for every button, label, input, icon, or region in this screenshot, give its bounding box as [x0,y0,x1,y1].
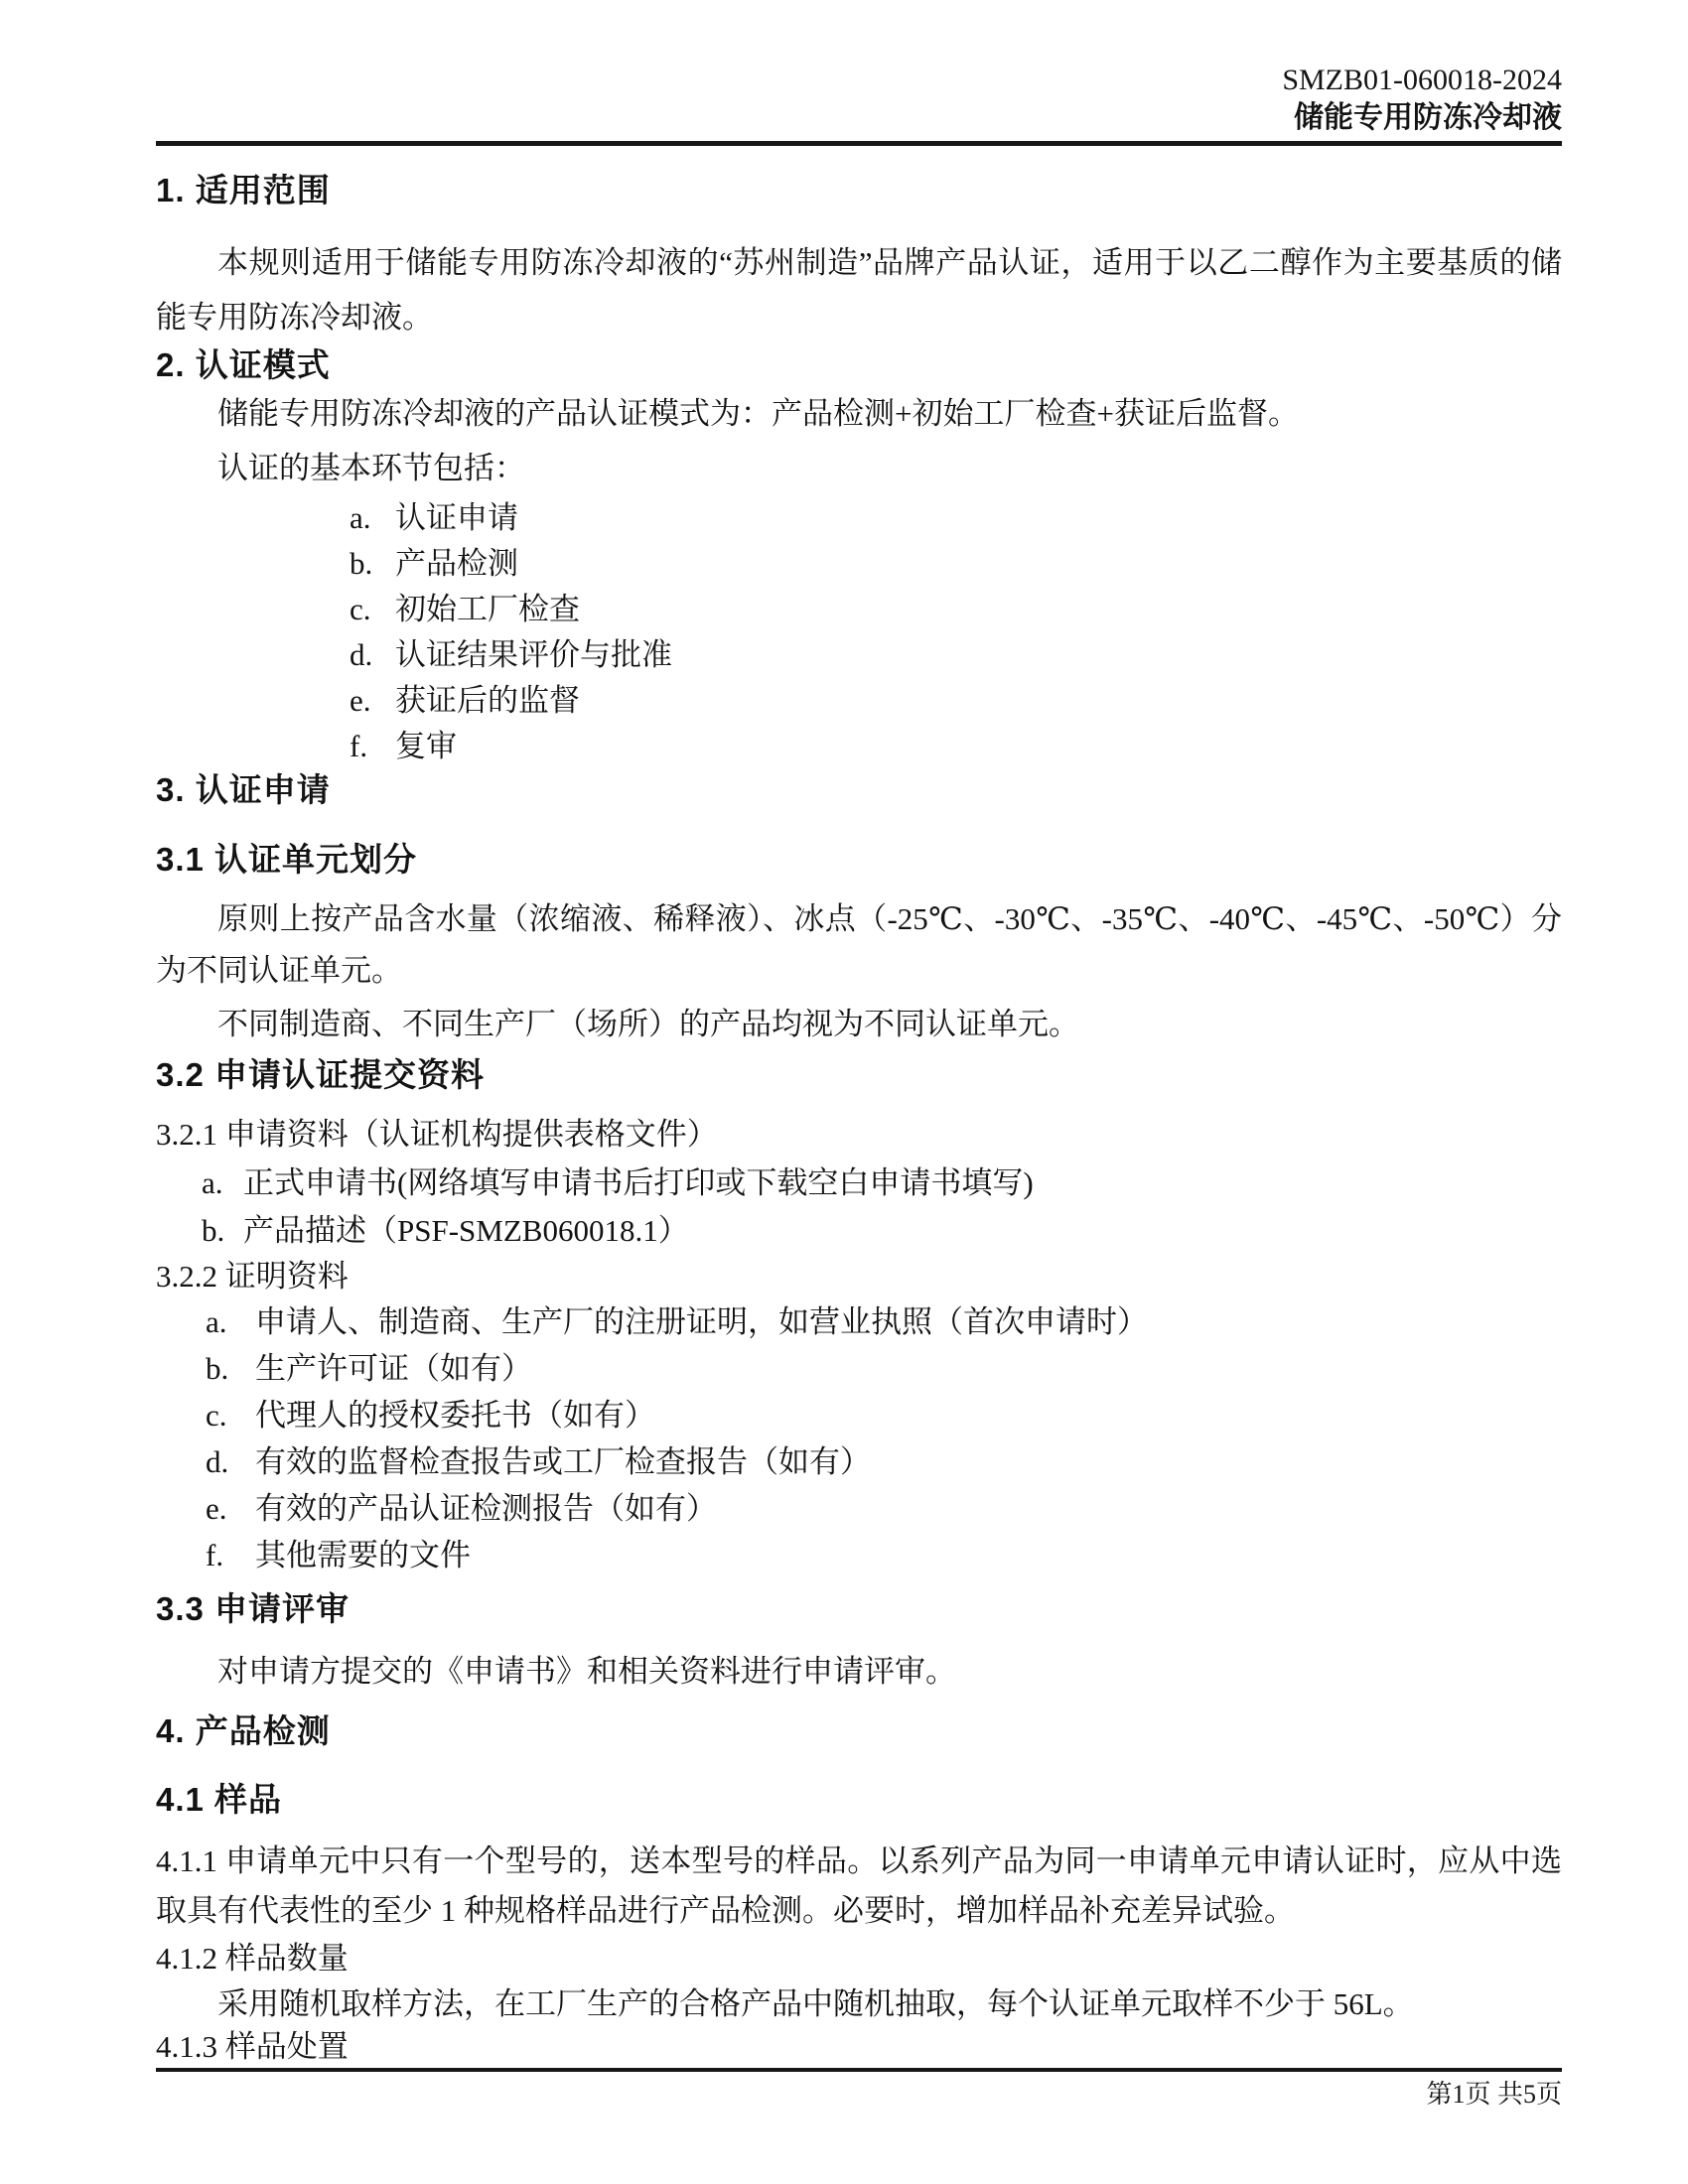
list-item [156,1532,1562,1578]
list-item [156,632,1562,678]
list-item [156,1438,1562,1485]
section-3-title: 3. 认证申请 [156,771,331,808]
header-rule [156,141,1562,146]
list-marker: e. [206,1491,227,1526]
list-marker: e. [350,683,371,718]
doc-number: SMZB01-060018-2024 [1282,64,1562,96]
section-3-2-2-title: 3.2.2 证明资料 [156,1259,349,1294]
list-item-label: 有效的产品认证检测报告（如有） [255,1491,717,1526]
list-item-label: 获证后的监督 [395,683,580,718]
list-item-label: 初始工厂检查 [395,592,580,626]
section-3-3-title: 3.3 申请评审 [156,1590,351,1627]
list-item [156,724,1562,769]
list-marker: b. [202,1213,225,1248]
list-item-label: 产品检测 [395,546,518,581]
list-item [156,1207,1562,1255]
list-item [156,541,1562,587]
section-2-paragraph-2: 认证的基本环节包括： [217,451,525,485]
section-4-1-3-title: 4.1.3 样品处置 [156,2029,349,2064]
list-item [156,587,1562,632]
section-3-2-1-title: 3.2.1 申请资料（认证机构提供表格文件） [156,1117,718,1152]
list-item-label: 复审 [395,729,457,763]
section-2-paragraph-1: 储能专用防冻冷却液的产品认证模式为：产品检测+初始工厂检查+获证后监督。 [217,396,1299,431]
section-3-1-title: 3.1 认证单元划分 [156,841,418,878]
section-3-2-title: 3.2 申请认证提交资料 [156,1056,486,1093]
list-item [156,1392,1562,1438]
list-marker: a. [350,500,371,535]
doc-subject: 储能专用防冻冷却液 [1294,101,1562,134]
list-item [156,1298,1562,1345]
list-item [156,678,1562,724]
list-marker: f. [206,1538,224,1572]
footer-rule [156,2068,1562,2072]
list-marker: d. [206,1444,229,1479]
section-1-title: 1. 适用范围 [156,172,331,208]
section-3-1-paragraph-2: 不同制造商、不同生产厂（场所）的产品均视为不同认证单元。 [217,1007,1079,1041]
section-3-1-paragraph-1: 原则上按产品含水量（浓缩液、稀释液）、冰点（-25℃、-30℃、-35℃、-40℃、-45℃、-50℃）分为不同认证单元。 [156,901,1562,988]
list-item-label: 产品描述（PSF-SMZB060018.1） [243,1213,689,1248]
page-number: 第1页 共5页 [1426,2080,1562,2109]
section-2-title: 2. 认证模式 [156,346,331,383]
list-marker: b. [350,546,373,581]
list-item-label: 申请人、制造商、生产厂的注册证明，如营业执照（首次申请时） [255,1304,1148,1339]
list-marker: c. [350,592,371,626]
document-content [156,62,1562,2067]
section-4-title: 4. 产品检测 [156,1712,331,1749]
list-marker: a. [206,1304,227,1339]
list-marker: b. [206,1351,229,1386]
list-item-label: 有效的监督检查报告或工厂检查报告（如有） [255,1444,871,1479]
list-marker: d. [350,637,373,672]
section-3-3-paragraph: 对申请方提交的《申请书》和相关资料进行申请评审。 [217,1654,956,1689]
list-marker: a. [202,1165,223,1200]
list-marker: f. [350,729,368,763]
document-footer [156,2068,1562,2112]
section-4-1-2-title: 4.1.2 样品数量 [156,1941,349,1976]
section-4-1-2-paragraph: 采用随机取样方法，在工厂生产的合格产品中随机抽取，每个认证单元取样不少于 56L。 [217,1986,1414,2021]
section-1-paragraph: 本规则适用于储能专用防冻冷却液的“苏州制造”品牌产品认证，适用于以乙二醇作为主要基质的储能专用防冻冷却液。 [156,245,1562,335]
list-item [156,1485,1562,1532]
document-header [156,62,1562,137]
list-item-label: 生产许可证（如有） [255,1351,532,1386]
section-4-1-title: 4.1 样品 [156,1781,283,1818]
list-item-label: 代理人的授权委托书（如有） [255,1398,655,1433]
list-item [156,495,1562,541]
list-item-label: 其他需要的文件 [255,1538,471,1572]
list-item-label: 认证申请 [395,500,518,535]
list-item-label: 正式申请书(网络填写申请书后打印或下载空白申请书填写) [243,1165,1034,1200]
section-4-1-1-paragraph: 4.1.1 申请单元中只有一个型号的，送本型号的样品。以系列产品为同一申请单元申请认证时，应从中选取具有代表性的至少 1 种规格样品进行产品检测。必要时，增加样品补充差异试验。 [156,1843,1562,1928]
list-marker: c. [206,1398,227,1433]
list-item-label: 认证结果评价与批准 [395,637,672,672]
list-item [156,1345,1562,1392]
list-item [156,1160,1562,1207]
